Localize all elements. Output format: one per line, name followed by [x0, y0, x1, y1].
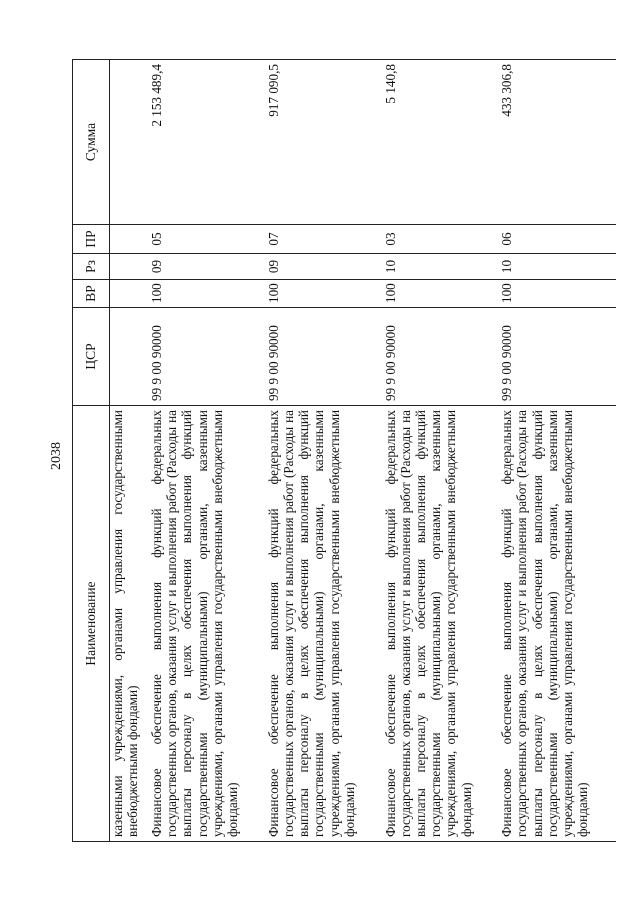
header-name: Наименование	[73, 406, 110, 842]
row-name: Финансовое обеспечение выполнения функций федеральных государственных органов, оказания услуг и выполнения работ (Расходы на выплаты персоналу в целях обеспечения выполнения функций государственными (муниципальными) органами, казенными учреждениями, органами управления государственными внебюджетными фондами)	[149, 406, 266, 842]
row-vr: 100	[499, 280, 616, 308]
table-row	[383, 60, 500, 842]
row-rz	[110, 254, 150, 280]
row-rz: 10	[383, 254, 500, 280]
row-vr: 100	[149, 280, 266, 308]
row-vr: 100	[266, 280, 383, 308]
row-pr	[110, 225, 150, 254]
table-row	[266, 60, 383, 842]
row-name: Финансовое обеспечение выполнения функций федеральных государственных органов, оказания услуг и выполнения работ (Расходы на выплаты персоналу в целях обеспечения выполнения функций государственными (муниципальными) органами, казенными учреждениями, органами управления государственными внебюджетными фондами)	[266, 406, 383, 842]
row-name: Финансовое обеспечение выполнения функций федеральных государственных органов, оказания услуг и выполнения работ (Расходы на выплаты персоналу в целях обеспечения выполнения функций государственными (муниципальными) органами, казенными учреждениями, органами управления государственными внебюджетными фондами)	[383, 406, 500, 842]
row-sum: 917 090,5	[266, 60, 383, 225]
row-sum: 2 153 489,4	[149, 60, 266, 225]
table-row	[110, 60, 150, 842]
table-header	[73, 60, 110, 842]
header-sum: Сумма	[73, 60, 110, 225]
row-vr: 100	[383, 280, 500, 308]
row-sum: 433 306,8	[499, 60, 616, 225]
row-vr	[110, 280, 150, 308]
row-csr: 99 9 00 90000	[383, 308, 500, 406]
header-csr: ЦСР	[73, 308, 110, 406]
row-name: Финансовое обеспечение выполнения функций федеральных государственных органов, оказания услуг и выполнения работ (Расходы на выплаты персоналу в целях обеспечения выполнения функций государственными (муниципальными) органами, казенными учреждениями, органами управления государственными внебюджетными фондами)	[499, 406, 616, 842]
row-csr: 99 9 00 90000	[149, 308, 266, 406]
table-row	[499, 60, 616, 842]
row-pr: 07	[266, 225, 383, 254]
table-row	[149, 60, 266, 842]
rotated-table-frame	[72, 60, 616, 842]
header-vr: ВР	[73, 280, 110, 308]
header-pr: ПР	[73, 225, 110, 254]
row-rz: 09	[149, 254, 266, 280]
page-number	[50, 440, 64, 470]
header-row	[73, 60, 110, 842]
row-csr	[110, 308, 150, 406]
row-pr: 05	[149, 225, 266, 254]
row-csr: 99 9 00 90000	[499, 308, 616, 406]
table-container	[72, 60, 616, 842]
row-name: казенными учреждениями, органами управления государственными внебюджетными фондами)	[110, 406, 150, 842]
row-rz: 10	[499, 254, 616, 280]
row-sum	[110, 60, 150, 225]
table-body	[110, 60, 617, 842]
row-pr: 03	[383, 225, 500, 254]
budget-table	[72, 59, 616, 842]
row-pr: 06	[499, 225, 616, 254]
row-csr: 99 9 00 90000	[266, 308, 383, 406]
row-sum: 5 140,8	[383, 60, 500, 225]
row-rz: 09	[266, 254, 383, 280]
header-rz: Рз	[73, 254, 110, 280]
page-number-text: 2038	[49, 442, 64, 470]
